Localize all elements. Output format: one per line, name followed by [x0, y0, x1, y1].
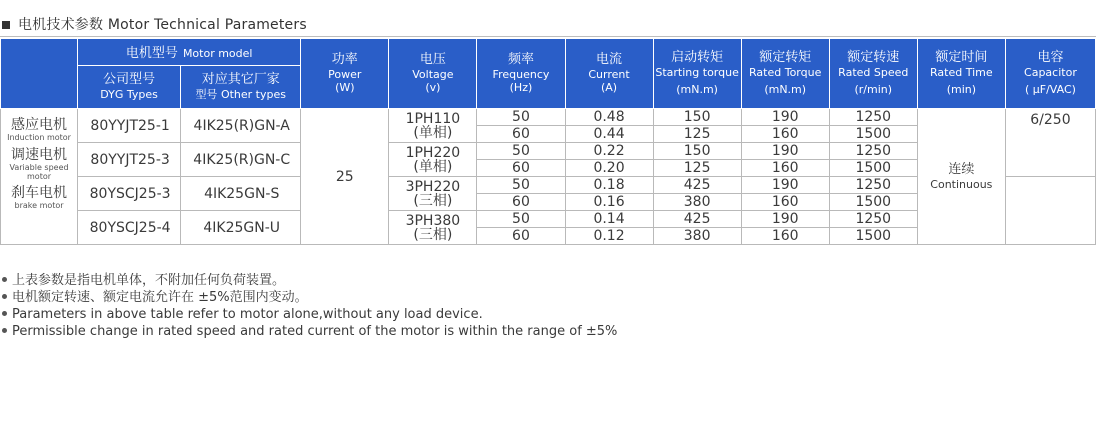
row-6-current: 0.16: [565, 194, 653, 211]
header-frequency-cn: 频率: [507, 52, 534, 68]
row-2-rated-speed: 1500: [829, 126, 917, 143]
header-motor-model-en: Motor model: [182, 46, 253, 60]
motor-type-column: [1, 116, 78, 245]
header-rated-torque-unit: (mN.m): [764, 83, 807, 97]
company-model-4: 80YSCJ25-4: [78, 211, 181, 245]
other-model-2: 4IK25(R)GN-C: [181, 143, 301, 177]
row-4-rated-torque: 160: [741, 160, 829, 177]
header-company-model-cn: 公司型号: [103, 72, 156, 88]
voltage-3-line1: 3PH220: [405, 178, 461, 195]
rated-time-value: [917, 109, 1005, 245]
row-2-current: 0.44: [565, 126, 653, 143]
header-capacitor-unit: ( μF/VAC): [1024, 83, 1076, 97]
header-rated-speed-cn: 额定转速: [847, 50, 900, 66]
header-rated-time: [917, 39, 1005, 109]
voltage-1-line2: (单相): [413, 124, 453, 141]
motor-type-brake-en: brake motor: [14, 200, 64, 210]
row-7-starting-torque: 425: [653, 211, 741, 228]
voltage-3-line2: (三相): [413, 192, 453, 209]
header-company-model: [78, 66, 181, 109]
header-capacitor: [1005, 39, 1095, 109]
power-value: 25: [301, 109, 389, 245]
row-1-frequency: 50: [477, 109, 565, 126]
row-8-rated-torque: 160: [741, 228, 829, 245]
row-3-rated-torque: 190: [741, 143, 829, 160]
title-divider: [0, 36, 1096, 37]
row-6-rated-speed: 1500: [829, 194, 917, 211]
row-4-rated-speed: 1500: [829, 160, 917, 177]
header-rated-torque-cn: 额定转矩: [759, 50, 812, 66]
header-rated-time-cn: 额定时间: [935, 50, 988, 66]
row-6-rated-torque: 160: [741, 194, 829, 211]
header-frequency-unit: (Hz): [509, 81, 533, 95]
bullet-icon: [2, 328, 7, 333]
company-model-1: 80YYJT25-1: [78, 109, 181, 143]
capacitor-3: [1005, 177, 1095, 245]
row-1-rated-torque: 190: [741, 109, 829, 126]
row-2-starting-torque: 125: [653, 126, 741, 143]
row-1-current: 0.48: [565, 109, 653, 126]
bullet-icon: [2, 311, 7, 316]
row-8-starting-torque: 380: [653, 228, 741, 245]
header-company-model-en: DYG Types: [100, 88, 158, 102]
voltage-2: [389, 143, 477, 177]
row-5-rated-torque: 190: [741, 177, 829, 194]
row-3-rated-speed: 1250: [829, 143, 917, 160]
motor-type-induction-en: Induction motor: [7, 132, 71, 142]
header-current-unit: (A): [600, 81, 618, 95]
note-text-3: Parameters in above table refer to motor alone,without any load device.: [12, 307, 483, 322]
square-bullet-icon: [2, 21, 10, 29]
row-1-rated-speed: 1250: [829, 109, 917, 126]
header-current-en: Current: [588, 67, 630, 81]
note-item: [0, 289, 617, 306]
row-7-rated-torque: 190: [741, 211, 829, 228]
row-5-rated-speed: 1250: [829, 177, 917, 194]
row-7-rated-speed: 1250: [829, 211, 917, 228]
row-4-current: 0.20: [565, 160, 653, 177]
bullet-icon: [2, 277, 7, 282]
header-rated-speed: [829, 39, 917, 109]
header-motor-model: [78, 39, 301, 66]
header-motor-model-cn: 电机型号: [125, 45, 178, 61]
page-title-text: 电机技术参数 Motor Technical Parameters: [18, 17, 307, 33]
header-current-cn: 电流: [596, 52, 623, 68]
header-other-model: [181, 66, 301, 109]
header-voltage-cn: 电压: [419, 52, 446, 68]
header-rated-time-en: Rated Time: [930, 65, 993, 79]
voltage-1-line1: 1PH110: [405, 110, 461, 127]
other-model-3: 4IK25GN-S: [181, 177, 301, 211]
header-voltage-en: Voltage: [412, 67, 454, 81]
header-other-model-cn: 对应其它厂家: [201, 72, 280, 88]
row-5-frequency: 50: [477, 177, 565, 194]
header-blank: [1, 39, 78, 109]
header-capacitor-cn: 电容: [1037, 50, 1064, 66]
capacitor-1: 6/250: [1005, 109, 1095, 177]
row-8-rated-speed: 1500: [829, 228, 917, 245]
header-rated-time-unit: (min): [946, 83, 977, 97]
rated-time-en: Continuous: [930, 178, 993, 191]
row-6-starting-torque: 380: [653, 194, 741, 211]
row-6-frequency: 60: [477, 194, 565, 211]
header-frequency-en: Frequency: [492, 67, 550, 81]
note-text-4: Permissible change in rated speed and rated current of the motor is within the range of ±5%: [12, 324, 618, 339]
header-voltage: [389, 39, 477, 109]
row-7-frequency: 50: [477, 211, 565, 228]
row-8-current: 0.12: [565, 228, 653, 245]
note-text-1: 上表参数是指电机单体，不附加任何负荷装置。: [12, 273, 286, 288]
voltage-4: [389, 211, 477, 245]
row-3-frequency: 50: [477, 143, 565, 160]
row-5-current: 0.18: [565, 177, 653, 194]
header-capacitor-en: Capacitor: [1024, 65, 1077, 79]
row-8-frequency: 60: [477, 228, 565, 245]
motor-type-variable-en2: motor: [27, 171, 52, 181]
row-4-frequency: 60: [477, 160, 565, 177]
motor-type-variable-cn: 调速电机: [11, 146, 68, 163]
other-model-1: 4IK25(R)GN-A: [181, 109, 301, 143]
page-title: [0, 14, 307, 34]
row-2-frequency: 60: [477, 126, 565, 143]
row-7-current: 0.14: [565, 211, 653, 228]
header-rated-torque-en: Rated Torque: [749, 65, 822, 79]
row-5-starting-torque: 425: [653, 177, 741, 194]
row-2-rated-torque: 160: [741, 126, 829, 143]
voltage-1: [389, 109, 477, 143]
header-starting-torque-unit: (mN.m): [676, 83, 718, 97]
bullet-icon: [2, 294, 7, 299]
header-current: [565, 39, 653, 109]
voltage-4-line1: 3PH380: [405, 212, 461, 229]
header-starting-torque-en: Starting torque: [655, 65, 739, 79]
header-starting-torque: [653, 39, 741, 109]
note-text-2: 电机额定转速、额定电流允许在 ±5%范围内变动。: [12, 290, 308, 305]
row-3-starting-torque: 150: [653, 143, 741, 160]
motor-type-induction-cn: 感应电机: [11, 116, 68, 133]
voltage-2-line2: (单相): [413, 158, 453, 175]
header-frequency: [477, 39, 565, 109]
header-other-model-en: Other types: [220, 88, 286, 102]
header-rated-torque: [741, 39, 829, 109]
voltage-4-line2: (三相): [413, 226, 453, 243]
other-model-4: 4IK25GN-U: [181, 211, 301, 245]
company-model-3: 80YSCJ25-3: [78, 177, 181, 211]
header-power: [301, 39, 389, 109]
motor-parameters-table: [0, 38, 1096, 245]
row-1-starting-torque: 150: [653, 109, 741, 126]
note-item: [0, 272, 617, 289]
voltage-3: [389, 177, 477, 211]
header-power-cn: 功率: [331, 52, 358, 68]
company-model-2: 80YYJT25-3: [78, 143, 181, 177]
row-4-starting-torque: 125: [653, 160, 741, 177]
note-item: [0, 306, 617, 323]
header-starting-torque-cn: 启动转矩: [671, 50, 724, 66]
voltage-2-line1: 1PH220: [405, 144, 461, 161]
motor-type-variable-en1: Variable speed: [9, 162, 69, 172]
header-rated-speed-unit: (r/min): [854, 83, 893, 97]
header-voltage-unit: (v): [425, 81, 441, 95]
row-3-current: 0.22: [565, 143, 653, 160]
header-power-unit: (W): [335, 81, 355, 95]
motor-type-brake-cn: 刹车电机: [11, 184, 68, 201]
rated-time-cn: 连续: [948, 162, 975, 177]
header-power-en: Power: [328, 67, 362, 81]
header-other-model-prefix: 型号: [195, 88, 218, 102]
header-rated-speed-en: Rated Speed: [838, 65, 909, 79]
notes-list: [0, 272, 617, 340]
note-item: [0, 323, 617, 340]
